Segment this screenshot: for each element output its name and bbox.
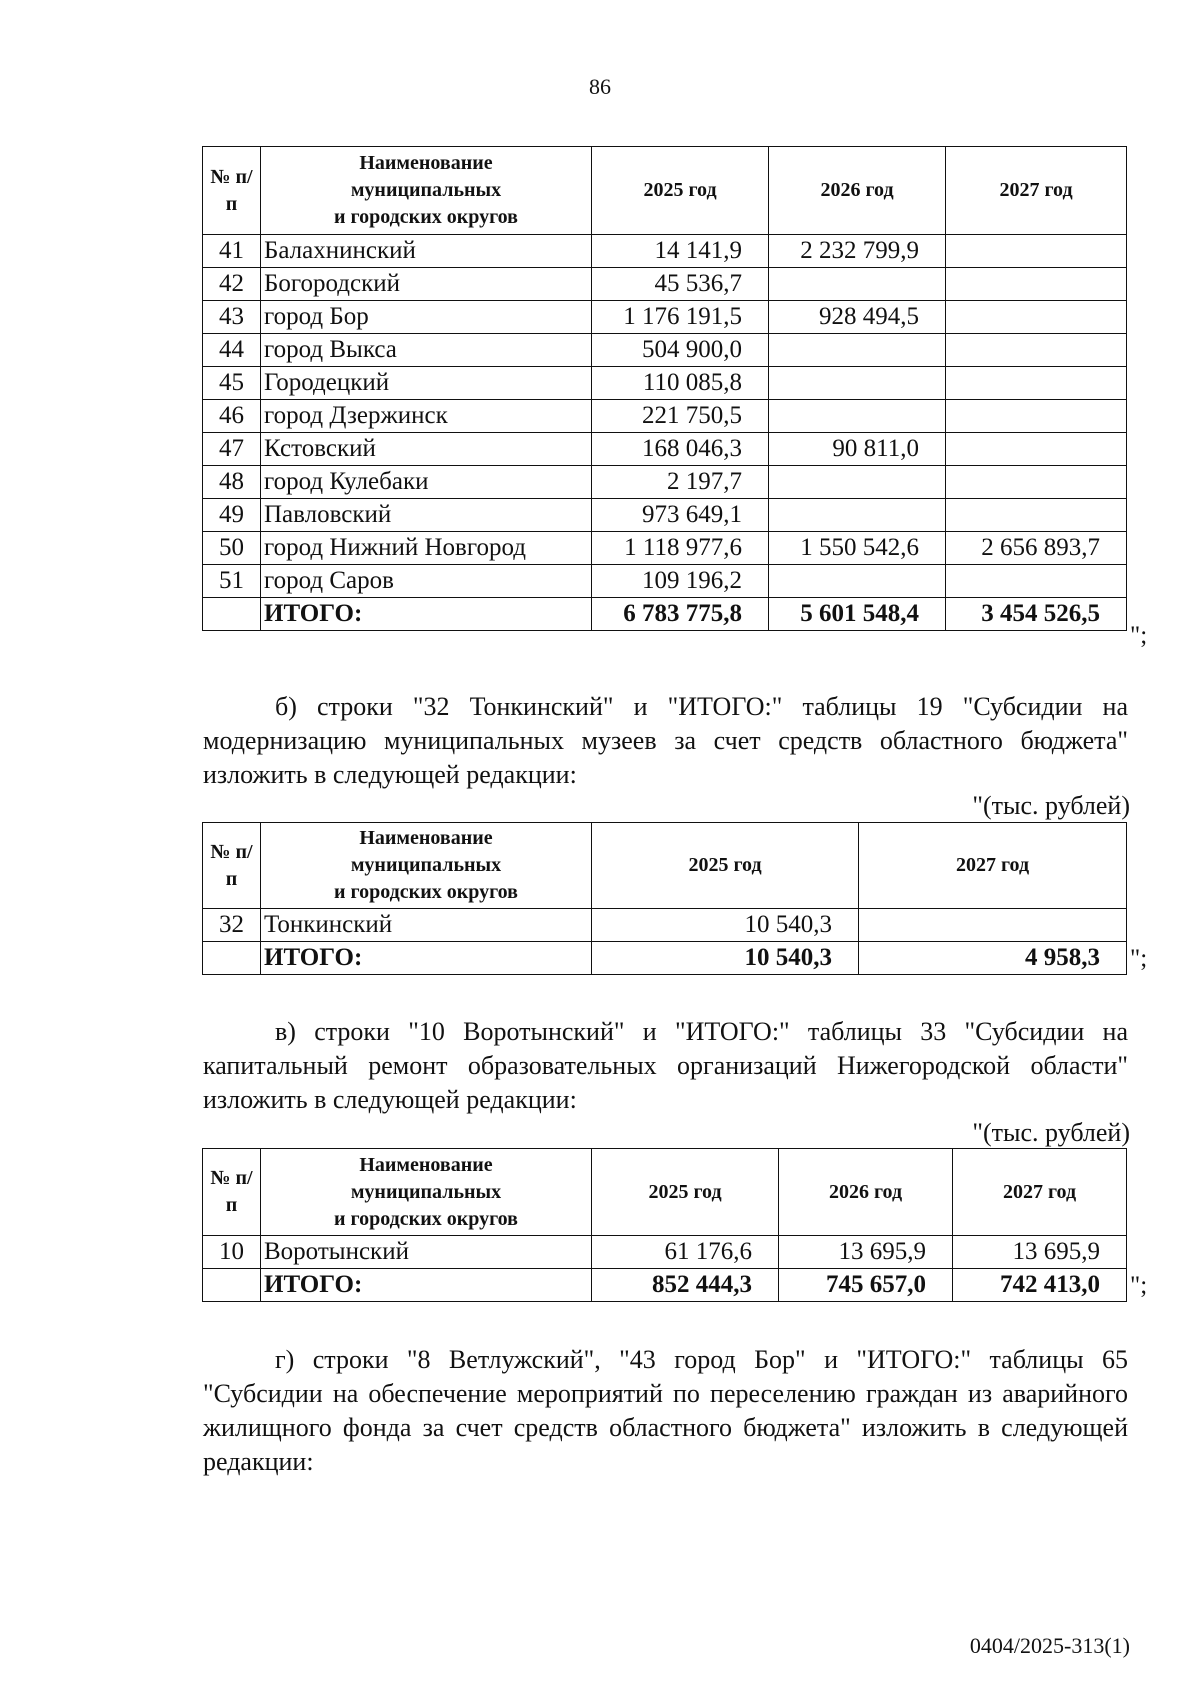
total-num [203, 598, 261, 631]
row-y2026 [769, 565, 946, 598]
total-2027: 742 413,0 [953, 1269, 1127, 1302]
row-y2025: 168 046,3 [592, 433, 769, 466]
row-y2026 [769, 466, 946, 499]
row-name: город Бор [261, 301, 592, 334]
header-name-line3: и городских округов [334, 1207, 518, 1230]
row-y2026: 2 232 799,9 [769, 235, 946, 268]
row-y2027: 2 656 893,7 [946, 532, 1127, 565]
row-y2026: 928 494,5 [769, 301, 946, 334]
paragraph-b [203, 690, 1128, 792]
table-row [203, 565, 1127, 598]
table1-closing-quote: "; [1130, 622, 1148, 649]
row-y2027 [946, 334, 1127, 367]
total-num [203, 1269, 261, 1302]
table-33 [202, 1148, 1127, 1302]
header-num: № п/п [203, 147, 261, 235]
row-y2025: 2 197,7 [592, 466, 769, 499]
total-2026: 745 657,0 [779, 1269, 953, 1302]
row-y2027 [946, 301, 1127, 334]
row-num: 43 [203, 301, 261, 334]
header-name-line1: Наименование [359, 1153, 493, 1176]
row-num: 42 [203, 268, 261, 301]
row-y2026 [769, 499, 946, 532]
row-num: 41 [203, 235, 261, 268]
header-name-line3: и городских округов [334, 881, 518, 903]
paragraph-g [203, 1343, 1128, 1479]
row-y2025: 973 649,1 [592, 499, 769, 532]
row-y2025: 504 900,0 [592, 334, 769, 367]
row-num: 46 [203, 400, 261, 433]
header-2026: 2026 год [779, 1149, 953, 1236]
paragraph-g-text: г) строки "8 Ветлужский", "43 город Бор" и "ИТОГО:" таблицы 65 "Субсидии на обеспечение мероприятий по переселению граждан из аварийного жилищного фонда за счет средств областного бюджета" изложить в следующей редакции: [203, 1345, 1128, 1476]
total-label: ИТОГО: [261, 598, 592, 631]
header-name [261, 823, 592, 909]
header-2027: 2027 год [953, 1149, 1127, 1236]
row-name: Богородский [261, 268, 592, 301]
paragraph-v [203, 1015, 1128, 1117]
table-row [203, 268, 1127, 301]
row-y2027 [946, 499, 1127, 532]
row-2025: 10 540,3 [592, 909, 859, 942]
total-2026: 5 601 548,4 [769, 598, 946, 631]
row-name: город Нижний Новгород [261, 532, 592, 565]
row-name: Балахнинский [261, 235, 592, 268]
total-2027: 4 958,3 [859, 942, 1127, 975]
header-name-line2: муниципальных [350, 179, 502, 201]
row-y2027 [946, 367, 1127, 400]
paragraph-b-text: б) строки "32 Тонкинский" и "ИТОГО:" таблицы 19 "Субсидии на модернизацию муниципальных музеев за счет средств областного бюджета" изложить в следующей редакции: [203, 692, 1128, 789]
table-row [203, 235, 1127, 268]
table-row [203, 909, 1127, 942]
total-label: ИТОГО: [261, 1269, 592, 1302]
row-num: 50 [203, 532, 261, 565]
row-name: Кстовский [261, 433, 592, 466]
row-name: город Выкса [261, 334, 592, 367]
header-name-line1: Наименование [359, 827, 493, 849]
page-number: 86 [589, 74, 611, 99]
total-row [203, 598, 1127, 631]
row-num: 47 [203, 433, 261, 466]
row-num: 51 [203, 565, 261, 598]
row-num: 32 [203, 909, 261, 942]
header-2025: 2025 год [592, 1149, 779, 1236]
table3-closing-quote: "; [1130, 1272, 1148, 1299]
row-y2027 [946, 433, 1127, 466]
row-y2026: 1 550 542,6 [769, 532, 946, 565]
row-name: Павловский [261, 499, 592, 532]
header-num: № п/п [203, 823, 261, 909]
total-num [203, 942, 261, 975]
row-y2026 [769, 400, 946, 433]
row-num: 45 [203, 367, 261, 400]
header-2026: 2026 год [769, 147, 946, 235]
header-name [261, 147, 592, 235]
header-2025: 2025 год [592, 147, 769, 235]
header-2027: 2027 год [859, 823, 1127, 909]
row-name: Тонкинский [261, 909, 592, 942]
paragraph-v-text: в) строки "10 Воротынский" и "ИТОГО:" таблицы 33 "Субсидии на капитальный ремонт образовательных организаций Нижегородской области" изложить в следующей редакции: [203, 1017, 1128, 1114]
table-row [203, 1236, 1127, 1269]
row-y2025: 109 196,2 [592, 565, 769, 598]
total-2027: 3 454 526,5 [946, 598, 1127, 631]
row-y2025: 1 176 191,5 [592, 301, 769, 334]
header-name-line1: Наименование [359, 152, 493, 174]
row-y2025: 221 750,5 [592, 400, 769, 433]
row-2027: 13 695,9 [953, 1236, 1127, 1269]
row-2027 [859, 909, 1127, 942]
row-y2026 [769, 268, 946, 301]
header-name-line2: муниципальных [350, 1180, 502, 1203]
table-row [203, 367, 1127, 400]
row-y2026 [769, 334, 946, 367]
total-2025: 852 444,3 [592, 1269, 779, 1302]
row-y2027 [946, 466, 1127, 499]
table-row [203, 334, 1127, 367]
table2-closing-quote: "; [1130, 945, 1148, 972]
row-y2025: 1 118 977,6 [592, 532, 769, 565]
unit-label-v: "(тыс. рублей) [972, 1118, 1130, 1147]
row-y2025: 14 141,9 [592, 235, 769, 268]
row-2025: 61 176,6 [592, 1236, 779, 1269]
header-2027: 2027 год [946, 147, 1127, 235]
unit-label-b: "(тыс. рублей) [972, 791, 1130, 820]
row-y2025: 45 536,7 [592, 268, 769, 301]
table-row [203, 532, 1127, 565]
total-row [203, 1269, 1127, 1302]
total-2025: 6 783 775,8 [592, 598, 769, 631]
row-y2027 [946, 235, 1127, 268]
header-num: № п/п [203, 1149, 261, 1236]
row-name: город Саров [261, 565, 592, 598]
header-name [261, 1149, 592, 1236]
table-row [203, 433, 1127, 466]
row-name: Городецкий [261, 367, 592, 400]
row-num: 10 [203, 1236, 261, 1269]
table-continuation [202, 146, 1127, 631]
row-y2027 [946, 565, 1127, 598]
row-name: город Дзержинск [261, 400, 592, 433]
table-row [203, 466, 1127, 499]
total-row [203, 942, 1127, 975]
row-y2025: 110 085,8 [592, 367, 769, 400]
row-y2026 [769, 367, 946, 400]
table-row [203, 499, 1127, 532]
row-2026: 13 695,9 [779, 1236, 953, 1269]
table-row [203, 301, 1127, 334]
row-name: Воротынский [261, 1236, 592, 1269]
total-label: ИТОГО: [261, 942, 592, 975]
header-2025: 2025 год [592, 823, 859, 909]
total-2025: 10 540,3 [592, 942, 859, 975]
row-num: 48 [203, 466, 261, 499]
row-num: 49 [203, 499, 261, 532]
row-y2027 [946, 400, 1127, 433]
row-name: город Кулебаки [261, 466, 592, 499]
header-name-line3: и городских округов [334, 206, 518, 228]
table-19 [202, 822, 1127, 975]
row-y2026: 90 811,0 [769, 433, 946, 466]
row-y2027 [946, 268, 1127, 301]
table-row [203, 400, 1127, 433]
document-code: 0404/2025-313(1) [969, 1633, 1130, 1658]
header-name-line2: муниципальных [350, 854, 502, 876]
row-num: 44 [203, 334, 261, 367]
